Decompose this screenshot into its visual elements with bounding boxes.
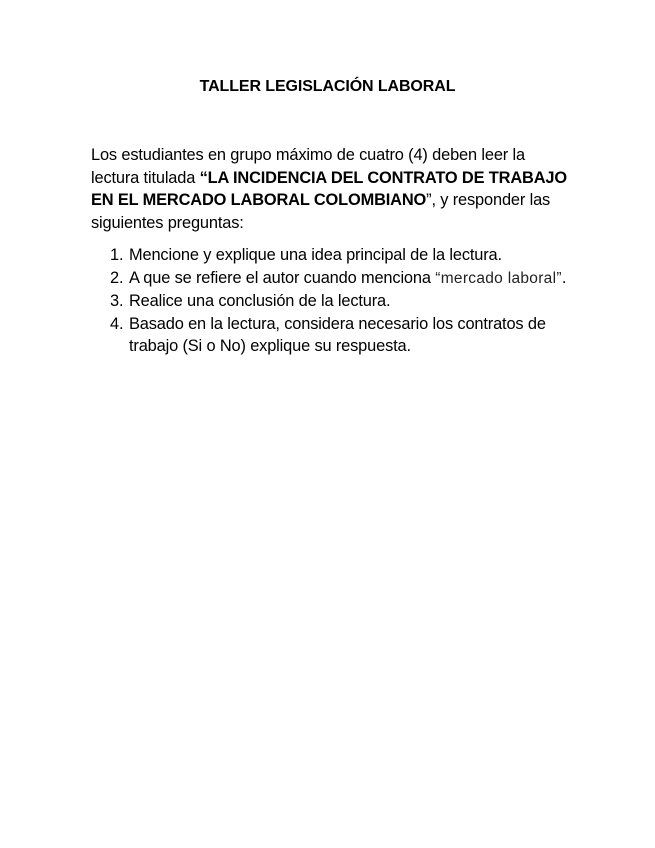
question-item	[91, 267, 569, 291]
question-text: Basado en la lectura, considera necesario los contratos de trabajo (Si o No) explique su respuesta.	[129, 314, 546, 355]
question-number: 3.	[110, 292, 124, 310]
question-number: 2.	[110, 268, 124, 287]
question-text-end: .	[561, 268, 567, 287]
intro-text-end: ”, y responder las siguientes preguntas:	[91, 191, 551, 232]
question-item	[91, 313, 569, 358]
document-title: TALLER LEGISLACIÓN LABORAL	[199, 78, 456, 95]
question-number: 1.	[110, 246, 124, 264]
question-text: Realice una conclusión de la lectura.	[129, 292, 391, 310]
question-text: A que se refiere el autor cuando menciona	[129, 268, 436, 287]
reading-title: “LA INCIDENCIA DEL CONTRATO DE TRABAJO EN EL MERCADO LABORAL COLOMBIANO	[91, 168, 567, 209]
questions-list	[91, 244, 569, 358]
quoted-term: “mercado laboral”	[435, 269, 562, 287]
intro-text: Los estudiantes en grupo máximo de cuatro (4) deben leer la lectura titulada	[91, 146, 525, 187]
question-item	[91, 244, 569, 267]
question-item	[91, 290, 569, 313]
intro-paragraph	[91, 144, 569, 234]
question-text: Mencione y explique una idea principal de la lectura.	[129, 246, 502, 264]
question-number: 4.	[110, 314, 124, 333]
